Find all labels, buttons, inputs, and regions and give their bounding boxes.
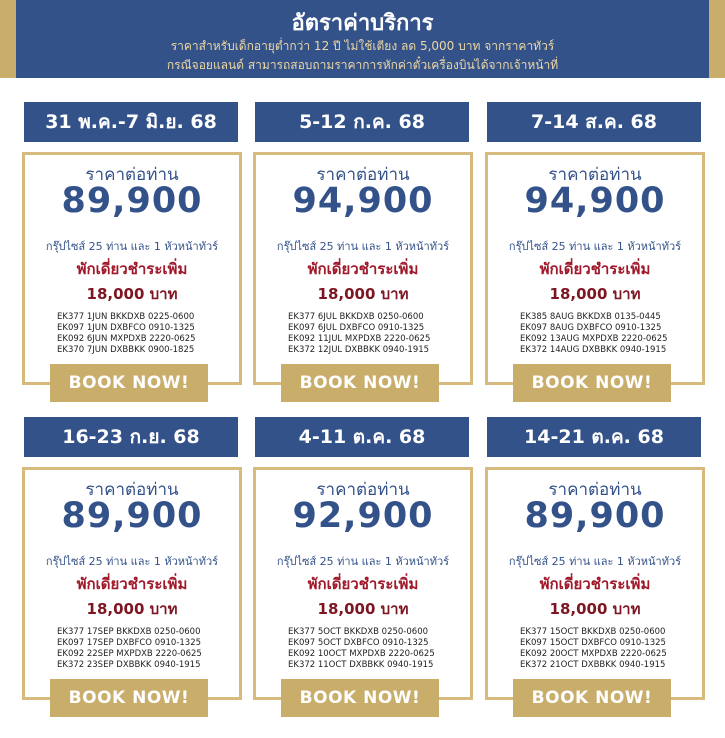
flight-row: EK377 15OCT BKKDXB 0250-0600 [520,627,666,637]
flight-list [520,312,668,356]
joinland-note: กรณีจอยแลนด์ สามารถสอบถามราคาการหักค่าตั๋วเครื่องบินได้จากเจ้าหน้าที่ [166,58,559,72]
single-supplement-price: 18,000 บาท [317,285,409,303]
group-size: กรุ๊ปไซส์ 25 ท่าน และ 1 หัวหน้าทัวร์ [508,240,682,253]
flight-row: EK377 6JUL BKKDXB 0250-0600 [288,312,424,322]
package-date: 5-12 ก.ค. 68 [255,102,469,142]
header-banner [0,0,725,78]
flight-row: EK097 6JUL DXBFCO 0910-1325 [288,323,425,333]
flight-row: EK372 11OCT DXBBKK 0940-1915 [288,660,434,670]
flight-row: EK097 15OCT DXBFCO 0910-1325 [520,638,666,648]
price-label: ราคาต่อท่าน [548,165,642,185]
flight-list [520,627,667,671]
flight-row: EK097 17SEP DXBFCO 0910-1325 [57,638,202,648]
price-value: 89,900 [524,496,666,536]
package-card [487,417,701,717]
flight-row: EK377 5OCT BKKDXB 0250-0600 [288,627,429,637]
price-value: 89,900 [61,496,203,536]
package-card [24,102,238,402]
header-panel [16,0,709,78]
book-now-button[interactable]: BOOK NOW! [50,364,208,402]
flight-row: EK377 1JUN BKKDXB 0225-0600 [57,312,195,322]
book-now-button[interactable]: BOOK NOW! [513,364,671,402]
book-now-button[interactable]: BOOK NOW! [513,679,671,717]
book-now-button[interactable]: BOOK NOW! [50,679,208,717]
single-supplement-label: พักเดี่ยวชำระเพิ่ม [307,575,419,593]
flight-row: EK372 21OCT DXBBKK 0940-1915 [520,660,666,670]
flight-row: EK372 23SEP DXBBKK 0940-1915 [57,660,201,670]
package-card [255,102,469,402]
single-supplement-label: พักเดี่ยวชำระเพิ่ม [76,260,188,278]
package-card [255,417,469,717]
single-supplement-price: 18,000 บาท [86,600,178,618]
group-size: กรุ๊ปไซส์ 25 ท่าน และ 1 หัวหน้าทัวร์ [45,555,219,568]
flight-row: EK097 8AUG DXBFCO 0910-1325 [520,323,662,333]
price-box [22,152,242,385]
flight-row: EK385 8AUG BKKDXB 0135-0445 [520,312,661,322]
price-value: 89,900 [61,181,203,221]
single-supplement-label: พักเดี่ยวชำระเพิ่ม [76,575,188,593]
price-label: ราคาต่อท่าน [548,480,642,500]
single-supplement-price: 18,000 บาท [317,600,409,618]
group-size: กรุ๊ปไซส์ 25 ท่าน และ 1 หัวหน้าทัวร์ [508,555,682,568]
group-size: กรุ๊ปไซส์ 25 ท่าน และ 1 หัวหน้าทัวร์ [45,240,219,253]
child-discount-note: ราคาสำหรับเด็กอายุต่ำกว่า 12 ปี ไม่ใช้เตียง ลด 5,000 บาท จากราคาทัวร์ [170,39,555,53]
flight-row: EK092 11JUL MXPDXB 2220-0625 [288,334,431,344]
book-now-button[interactable]: BOOK NOW! [281,679,439,717]
group-size: กรุ๊ปไซส์ 25 ท่าน และ 1 หัวหน้าทัวร์ [276,555,450,568]
flight-list [288,627,435,671]
flight-row: EK372 14AUG DXBBKK 0940-1915 [520,345,667,355]
flight-list [288,312,430,356]
flight-row: EK092 22SEP MXPDXB 2220-0625 [57,649,202,659]
single-supplement-price: 18,000 บาท [549,600,641,618]
price-label: ราคาต่อท่าน [85,165,179,185]
price-box [22,467,242,700]
flight-list [57,627,202,671]
flight-row: EK092 6JUN MXPDXB 2220-0625 [57,334,196,344]
price-value: 94,900 [292,181,434,221]
flight-row: EK370 7JUN DXBBKK 0900-1825 [57,345,195,355]
single-supplement-label: พักเดี่ยวชำระเพิ่ม [539,575,651,593]
price-box [485,467,705,700]
flight-row: EK372 12JUL DXBBKK 0940-1915 [288,345,430,355]
single-supplement-label: พักเดี่ยวชำระเพิ่ม [539,260,651,278]
package-date: 31 พ.ค.-7 มิ.ย. 68 [24,102,238,142]
group-size: กรุ๊ปไซส์ 25 ท่าน และ 1 หัวหน้าทัวร์ [276,240,450,253]
package-date: 4-11 ต.ค. 68 [255,417,469,457]
package-card [24,417,238,717]
price-box [485,152,705,385]
package-date: 14-21 ต.ค. 68 [487,417,701,457]
price-label: ราคาต่อท่าน [316,480,410,500]
package-card [487,102,701,402]
price-box [253,152,473,385]
book-now-button[interactable]: BOOK NOW! [281,364,439,402]
flight-row: EK097 1JUN DXBFCO 0910-1325 [57,323,195,333]
price-label: ราคาต่อท่าน [316,165,410,185]
package-date: 16-23 ก.ย. 68 [24,417,238,457]
package-date: 7-14 ส.ค. 68 [487,102,701,142]
single-supplement-price: 18,000 บาท [86,285,178,303]
flight-row: EK092 20OCT MXPDXB 2220-0625 [520,649,667,659]
price-value: 94,900 [524,181,666,221]
price-value: 92,900 [292,496,434,536]
flight-row: EK092 10OCT MXPDXB 2220-0625 [288,649,435,659]
flight-list [57,312,196,356]
single-supplement-price: 18,000 บาท [549,285,641,303]
page-title: อัตราค่าบริการ [291,11,434,36]
single-supplement-label: พักเดี่ยวชำระเพิ่ม [307,260,419,278]
price-box [253,467,473,700]
flight-row: EK092 13AUG MXPDXB 2220-0625 [520,334,668,344]
flight-row: EK377 17SEP BKKDXB 0250-0600 [57,627,201,637]
price-label: ราคาต่อท่าน [85,480,179,500]
flight-row: EK097 5OCT DXBFCO 0910-1325 [288,638,429,648]
